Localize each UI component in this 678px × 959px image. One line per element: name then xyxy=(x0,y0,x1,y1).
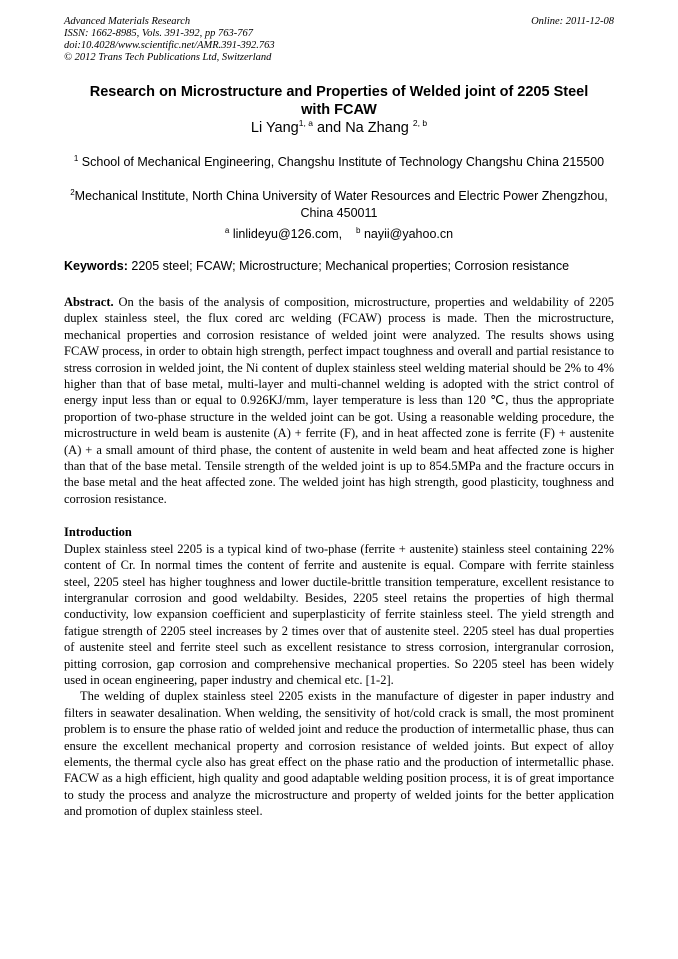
affiliation-2 xyxy=(64,188,614,222)
intro-paragraph-1: Duplex stainless steel 2205 is a typical kind of two-phase (ferrite + austenite) stainless steel containing 22% content of Cr. In normal times the content of ferrite and austenite is equal. Compare with ferrite stainless steel, 2205 steel has higher toughness and lower ductile-brittle transition temperature, excellent resistance to intergranular corrosion and good weldabilty. Besides, 2205 steel retains the properties of high thermal conductivity, low expansion coefficient and superplasticity of ferrite stainless steel. The yield strength and fatigue strength of 2205 steel increases by 2 times over that of austenite steel. 2205 steel has dual properties of austenite steel and ferrite steel such as excellent resistance to stress corrosion, intergranular corrosion, pitting corrosion, gap corrosion and comprehensive mechanical properties. So 2205 steel has been widely used in ocean engineering, paper industry and chemical etc. [1-2]. xyxy=(64,541,614,687)
abstract-text: On the basis of the analysis of composition, microstructure, properties and weldability of 2205 duplex stainless steel, the flux cored arc welding (FCAW) process is made. Then the microstructure, mechanical properties and corrosion resistance of welded joint were analyzed. The results shows using FCAW process, in order to obtain high strength, perfect impact toughness and overall and partial resistance to stress corrosion in welded joint, the Ni content of duplex stainless steel welding material should be 2% to 4% higher than that of base metal, multi-layer and multi-channel welding is adopted with the strict control of energy input less than or equal to 0.926KJ/mm, layer temperature is less than 120 ℃, thus the appropriate proportion of two-phase structure in the welded joint can be got. Using a reasonable welding procedure, the microstructure in weld beam is austenite (A) + ferrite (F), and in heat affected zone is ferrite (F) + austenite (A) + a small amount of third phase, the content of austenite in weld beam and heat affected zone is higher than that of the base metal. Tensile strength of the welded joint is up to 854.5MPa and the fracture occurs in the base metal and the heat affected zone. The welded joint has high strength, good plasticity, toughness and corrosion resistance. xyxy=(64,295,614,506)
author-list xyxy=(64,119,614,137)
affiliation-2-marker: 2 xyxy=(70,188,75,197)
keywords-text: 2205 steel; FCAW; Microstructure; Mechanical properties; Corrosion resistance xyxy=(131,259,570,273)
journal-doi: doi:10.4028/www.scientific.net/AMR.391-392.763 xyxy=(64,40,275,51)
abstract-label: Abstract. xyxy=(64,295,114,309)
section-heading-introduction: Introduction xyxy=(64,525,132,540)
paper-title xyxy=(64,83,614,119)
affiliation-2-line-2: China 450011 xyxy=(300,206,378,220)
author-separator: and xyxy=(312,120,346,136)
email-b-marker: b xyxy=(356,226,361,235)
email-a-marker: a xyxy=(224,226,230,235)
author-1-marker: 1, a xyxy=(298,118,313,128)
email-b[interactable]: nayii@yahoo.cn xyxy=(363,227,454,241)
journal-name: Advanced Materials Research xyxy=(64,16,191,27)
journal-info xyxy=(64,16,275,64)
author-1-name: Li Yang xyxy=(250,120,299,136)
title-line-2: with FCAW xyxy=(301,102,377,118)
journal-header xyxy=(64,16,614,64)
author-2-name: Na Zhang xyxy=(345,120,409,136)
title-line-1: Research on Microstructure and Properties of Welded joint of 2205 Steel xyxy=(89,84,589,100)
abstract xyxy=(64,294,614,507)
keywords-label: Keywords: xyxy=(64,259,128,273)
intro-paragraph-2: The welding of duplex stainless steel 2205 exists in the manufacture of digester in paper industry and filters in seawater desalination. When welding, the sensitivity of hot/cold crack is small, the most prominent problem is to ensure the phase ratio of welded joint and reduce the production of intermetallic phase, thus can ensure the excellent mechanical property and corrosion resistance of welded joints. But expect of alloy elements, the thermal cycle also has great effect on the phase ratio and the production of intermetallic phase. FACW as a high efficient, high quality and good adaptable welding position process, it is of great importance to study the process and analyze the microstructure and property of welded joints for the better application and promotion of duplex stainless steel. xyxy=(64,689,614,819)
journal-issn: ISSN: 1662-8985, Vols. 391-392, pp 763-767 xyxy=(64,28,253,39)
keywords xyxy=(64,258,614,275)
author-2-marker: 2, b xyxy=(412,118,428,128)
affiliation-1-marker: 1 xyxy=(73,154,79,163)
affiliation-2-line-1: Mechanical Institute, North China University of Water Resources and Electric Power Zhengzhou, xyxy=(74,189,608,203)
affiliation-1-text: School of Mechanical Engineering, Changshu Institute of Technology Changshu China 215500 xyxy=(81,155,605,169)
affiliation-1 xyxy=(64,154,614,171)
online-date: Online: 2011-12-08 xyxy=(531,16,614,27)
journal-copyright: © 2012 Trans Tech Publications Ltd, Switzerland xyxy=(64,52,272,63)
email-a[interactable]: linlideyu@126.com, xyxy=(232,227,343,241)
author-emails xyxy=(64,226,614,243)
